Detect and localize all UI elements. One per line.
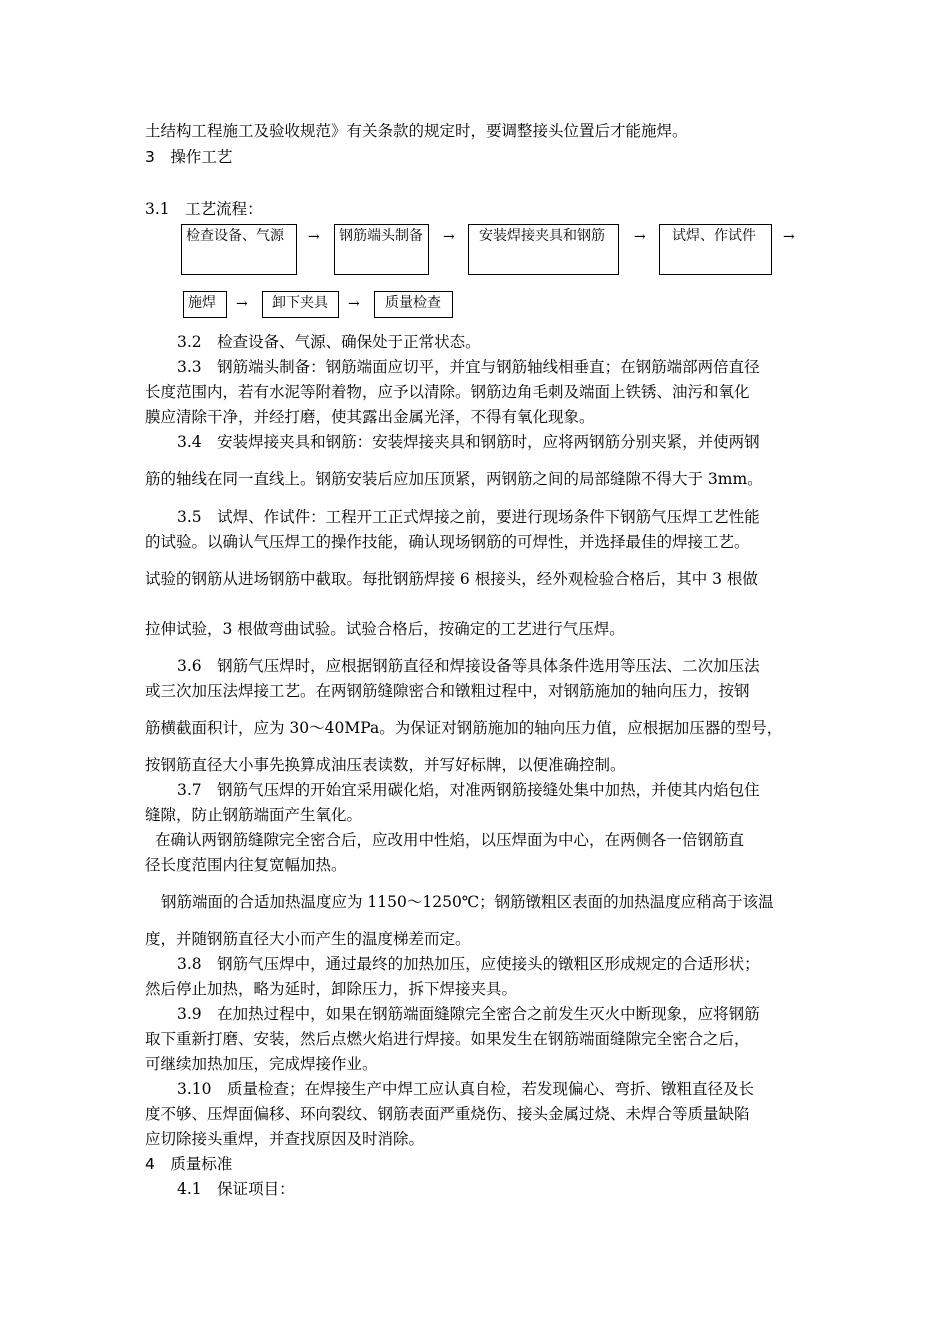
flow-step-quality-check: 质量检查 <box>374 291 453 318</box>
section-heading-4: 4 质量标准 <box>145 1155 233 1173</box>
flow-arrow: → <box>634 229 646 245</box>
text-line: 3.9 在加热过程中，如果在钢筋端面缝隙完全密合之前发生灭火中断现象，应将钢筋 <box>177 1005 760 1023</box>
flow-step-trial-weld: 试焊、作试件 <box>659 224 772 275</box>
text-line: 3.8 钢筋气压焊中，通过最终的加热加压，应使接头的镦粗区形成规定的合适形状； <box>177 955 760 973</box>
text-line: 径长度范围内往复宽幅加热。 <box>145 856 347 874</box>
text-line: 试验的钢筋从进场钢筋中截取。每批钢筋焊接 6 根接头，经外观检验合格后，其中 3 根做 <box>145 570 758 588</box>
text-line: 3.5 试焊、作试件：工程开工正式焊接之前，要进行现场条件下钢筋气压焊工艺性能 <box>177 508 760 526</box>
subsection-3-1: 3.1 工艺流程： <box>145 200 263 218</box>
section-heading-3: 3 操作工艺 <box>145 148 233 166</box>
flow-step-install-clamp: 安装焊接夹具和钢筋 <box>468 224 619 275</box>
text-line: 膜应清除干净，并经打磨，使其露出金属光泽，不得有氧化现象。 <box>145 408 595 426</box>
text-line: 3.4 安装焊接夹具和钢筋：安装焊接夹具和钢筋时，应将两钢筋分别夹紧，并使两钢 <box>177 433 760 451</box>
text-line: 可继续加热加压，完成焊接作业。 <box>145 1055 378 1073</box>
flow-step-check-equipment: 检查设备、气源 <box>181 224 297 275</box>
text-line: 在确认两钢筋缝隙完全密合后，应改用中性焰，以压焊面为中心，在两侧各一倍钢筋直 <box>155 831 745 849</box>
text-line: 按钢筋直径大小事先换算成油压表读数，并写好标牌，以便准确控制。 <box>145 756 626 774</box>
text-line: 度不够、压焊面偏移、环向裂纹、钢筋表面严重烧伤、接头金属过烧、未焊合等质量缺陷 <box>145 1105 750 1123</box>
flow-arrow: → <box>236 296 248 312</box>
text-line: 3.6 钢筋气压焊时，应根据钢筋直径和焊接设备等具体条件选用等压法、二次加压法 <box>177 657 760 675</box>
text-line: 钢筋端面的合适加热温度应为 1150～1250℃；钢筋镦粗区表面的加热温度应稍高于该温 <box>161 893 774 911</box>
text-line: 3.2 检查设备、气源、确保处于正常状态。 <box>177 333 481 351</box>
text-line: 长度范围内，若有水泥等附着物，应予以清除。钢筋边角毛刺及端面上铁锈、油污和氧化 <box>145 383 750 401</box>
text-line: 筋横截面积计，应为 30～40MPa。为保证对钢筋施加的轴向压力值，应根据加压器的型号， <box>145 719 783 737</box>
flow-arrow: → <box>783 229 795 245</box>
flow-arrow: → <box>348 296 360 312</box>
flow-arrow: → <box>443 229 455 245</box>
text-line: 土结构工程施工及验收规范》有关条款的规定时，要调整接头位置后才能施焊。 <box>145 122 688 140</box>
subsection-4-1: 4.1 保证项目： <box>177 1180 295 1198</box>
text-line: 然后停止加热，略为延时，卸除压力，拆下焊接夹具。 <box>145 980 518 998</box>
text-line: 取下重新打磨、安装，然后点燃火焰进行焊接。如果发生在钢筋端面缝隙完全密合之后， <box>145 1030 750 1048</box>
flow-step-remove-clamp: 卸下夹具 <box>262 291 339 318</box>
text-line: 拉伸试验，3 根做弯曲试验。试验合格后，按确定的工艺进行气压焊。 <box>145 620 625 638</box>
text-line: 或三次加压法焊接工艺。在两钢筋缝隙密合和镦粗过程中，对钢筋施加的轴向压力，按钢 <box>145 682 750 700</box>
text-line: 度，并随钢筋直径大小而产生的温度梯差而定。 <box>145 930 471 948</box>
text-line: 的试验。以确认气压焊工的操作技能，确认现场钢筋的可焊性，并选择最佳的焊接工艺。 <box>145 533 750 551</box>
text-line: 应切除接头重焊，并查找原因及时消除。 <box>145 1130 425 1148</box>
text-line: 缝隙，防止钢筋端面产生氧化。 <box>145 806 363 824</box>
flow-step-welding: 施焊 <box>183 291 227 318</box>
text-line: 3.3 钢筋端头制备：钢筋端面应切平，并宜与钢筋轴线相垂直；在钢筋端部两倍直径 <box>177 358 760 376</box>
text-line: 筋的轴线在同一直线上。钢筋安装后应加压顶紧，两钢筋之间的局部缝隙不得大于 3mm。 <box>145 470 763 488</box>
text-line: 3.7 钢筋气压焊的开始宜采用碳化焰，对准两钢筋接缝处集中加热，并使其内焰包住 <box>177 781 760 799</box>
flow-step-rebar-end-prep: 钢筋端头制备 <box>334 224 429 275</box>
text-line: 3.10 质量检查；在焊接生产中焊工应认真自检，若发现偏心、弯折、镦粗直径及长 <box>177 1080 755 1098</box>
flow-arrow: → <box>308 229 320 245</box>
